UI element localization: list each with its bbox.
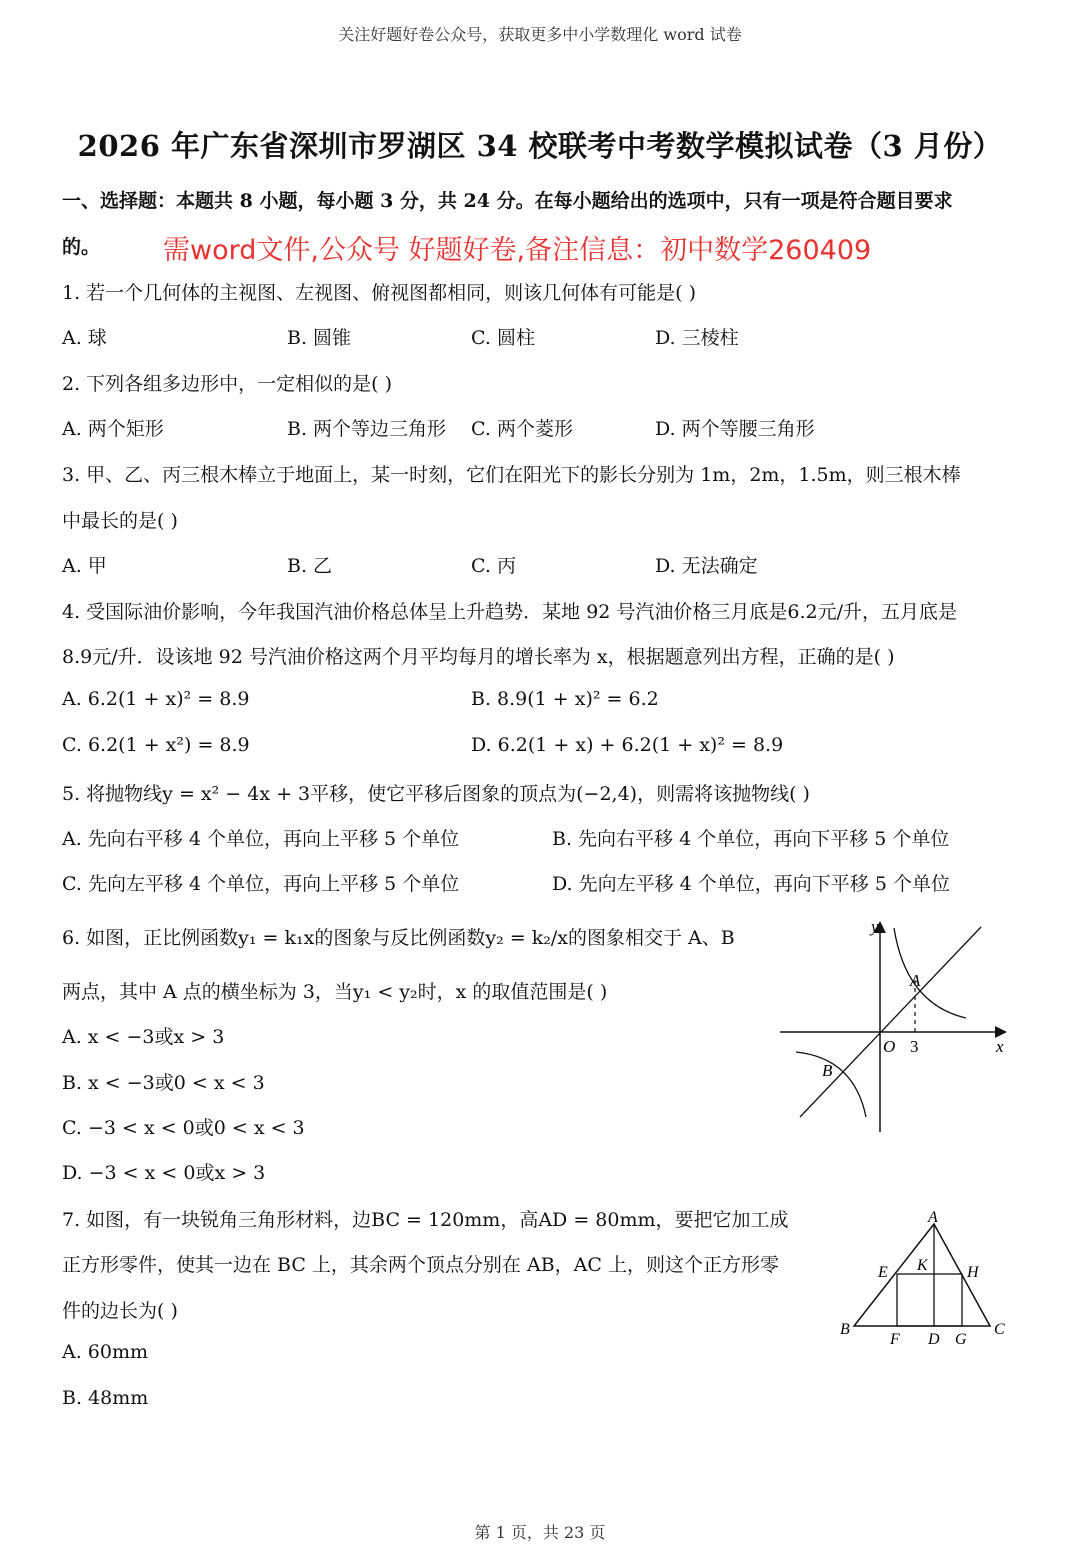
- q6-option-a: A. x < −3或x > 3: [62, 1026, 225, 1048]
- label-g: G: [955, 1331, 967, 1348]
- q1-option-d: D. 三棱柱: [655, 327, 739, 349]
- label-c: C: [994, 1321, 1005, 1338]
- label-d: D: [928, 1331, 940, 1348]
- q5-option-d: D. 先向左平移 4 个单位，再向下平移 5 个单位: [552, 873, 950, 895]
- q2-option-d: D. 两个等腰三角形: [655, 418, 815, 440]
- q5-option-c: C. 先向左平移 4 个单位，再向上平移 5 个单位: [62, 873, 460, 895]
- question-3-stem-cont: 中最长的是( ): [62, 510, 178, 532]
- page-title: 2026 年广东省深圳市罗湖区 34 校联考中考数学模拟试卷（3 月份）: [77, 129, 1003, 163]
- q1-option-c: C. 圆柱: [471, 327, 535, 349]
- q4-option-a: A. 6.2(1 + x)² = 8.9: [62, 688, 250, 710]
- label-b: B: [822, 1061, 833, 1080]
- q4-option-b: B. 8.9(1 + x)² = 6.2: [471, 688, 659, 710]
- question-1-stem: 1. 若一个几何体的主视图、左视图、俯视图都相同，则该几何体有可能是( ): [62, 282, 697, 304]
- label-a: A: [928, 1209, 938, 1226]
- q7-figure: [832, 1202, 1017, 1352]
- q5-option-a: A. 先向右平移 4 个单位，再向上平移 5 个单位: [62, 828, 460, 850]
- promo-banner: 需word文件,公众号 好题好卷,备注信息：初中数学260409: [163, 235, 872, 266]
- question-4-stem-cont: 8.9元/升．设该地 92 号汽油价格这两个月平均每月的增长率为 x，根据题意列出方程，正确的是( ): [62, 646, 895, 668]
- q2-option-b: B. 两个等边三角形: [287, 418, 447, 440]
- header-note: 关注好题好卷公众号，获取更多中小学数理化 word 试卷: [338, 25, 742, 44]
- question-7-stem-cont2: 件的边长为( ): [62, 1300, 178, 1322]
- question-2-stem: 2. 下列各组多边形中，一定相似的是( ): [62, 373, 393, 395]
- label-a: A: [910, 971, 921, 990]
- question-5-stem: 5. 将抛物线y = x² − 4x + 3平移，使它平移后图象的顶点为(−2,4)，则需将该抛物线( ): [62, 783, 810, 805]
- label-f: F: [890, 1331, 900, 1348]
- q3-option-a: A. 甲: [62, 555, 107, 577]
- q5-option-b: B. 先向右平移 4 个单位，再向下平移 5 个单位: [552, 828, 950, 850]
- page-footer: 第 1 页，共 23 页: [474, 1523, 606, 1542]
- q7-option-a: A. 60mm: [62, 1341, 149, 1363]
- q2-option-a: A. 两个矩形: [62, 418, 164, 440]
- section-heading: 一、选择题：本题共 8 小题，每小题 3 分，共 24 分。在每小题给出的选项中，只有一项是符合题目要求: [62, 190, 953, 212]
- label-b: B: [840, 1321, 850, 1338]
- hyperbola-branch-1: [894, 928, 966, 1018]
- q3-option-c: C. 丙: [471, 555, 516, 577]
- q7-option-b: B. 48mm: [62, 1387, 149, 1409]
- q3-option-d: D. 无法确定: [655, 555, 758, 577]
- question-7-stem: 7. 如图，有一块锐角三角形材料，边BC = 120mm，高AD = 80mm，要把它加工成: [62, 1209, 789, 1231]
- q1-option-b: B. 圆锥: [287, 327, 352, 349]
- label-x: x: [996, 1037, 1004, 1056]
- question-7-stem-cont: 正方形零件，使其一边在 BC 上，其余两个顶点分别在 AB，AC 上，则这个正方形零: [62, 1254, 779, 1276]
- proportional-line: [800, 927, 981, 1117]
- q6-figure: [776, 912, 1016, 1137]
- label-o: O: [883, 1037, 896, 1056]
- label-k: K: [917, 1257, 928, 1274]
- q4-option-c: C. 6.2(1 + x²) = 8.9: [62, 734, 250, 756]
- square-efgh: [897, 1274, 962, 1326]
- q6-option-c: C. −3 < x < 0或0 < x < 3: [62, 1117, 305, 1139]
- label-h: H: [967, 1264, 979, 1281]
- label-y: y: [871, 917, 879, 936]
- q3-option-b: B. 乙: [287, 555, 333, 577]
- question-6-stem: 6. 如图，正比例函数y₁ = k₁x的图象与反比例函数y₂ = k₂/x的图象相交于 A、B: [62, 927, 735, 949]
- label-e: E: [878, 1264, 888, 1281]
- q6-option-b: B. x < −3或0 < x < 3: [62, 1072, 265, 1094]
- question-6-stem-cont: 两点，其中 A 点的横坐标为 3，当y₁ < y₂时，x 的取值范围是( ): [62, 981, 608, 1003]
- q6-option-d: D. −3 < x < 0或x > 3: [62, 1162, 266, 1184]
- q1-option-a: A. 球: [62, 327, 107, 349]
- q2-option-c: C. 两个菱形: [471, 418, 573, 440]
- question-3-stem: 3. 甲、乙、丙三根木棒立于地面上，某一时刻，它们在阳光下的影长分别为 1m，2m，1.5m，则三根木棒: [62, 464, 961, 486]
- section-heading-cont: 的。: [62, 236, 101, 258]
- question-4-stem: 4. 受国际油价影响，今年我国汽油价格总体呈上升趋势．某地 92 号汽油价格三月底是6.2元/升，五月底是: [62, 601, 958, 623]
- q4-option-d: D. 6.2(1 + x) + 6.2(1 + x)² = 8.9: [471, 734, 784, 756]
- label-3: 3: [910, 1037, 919, 1056]
